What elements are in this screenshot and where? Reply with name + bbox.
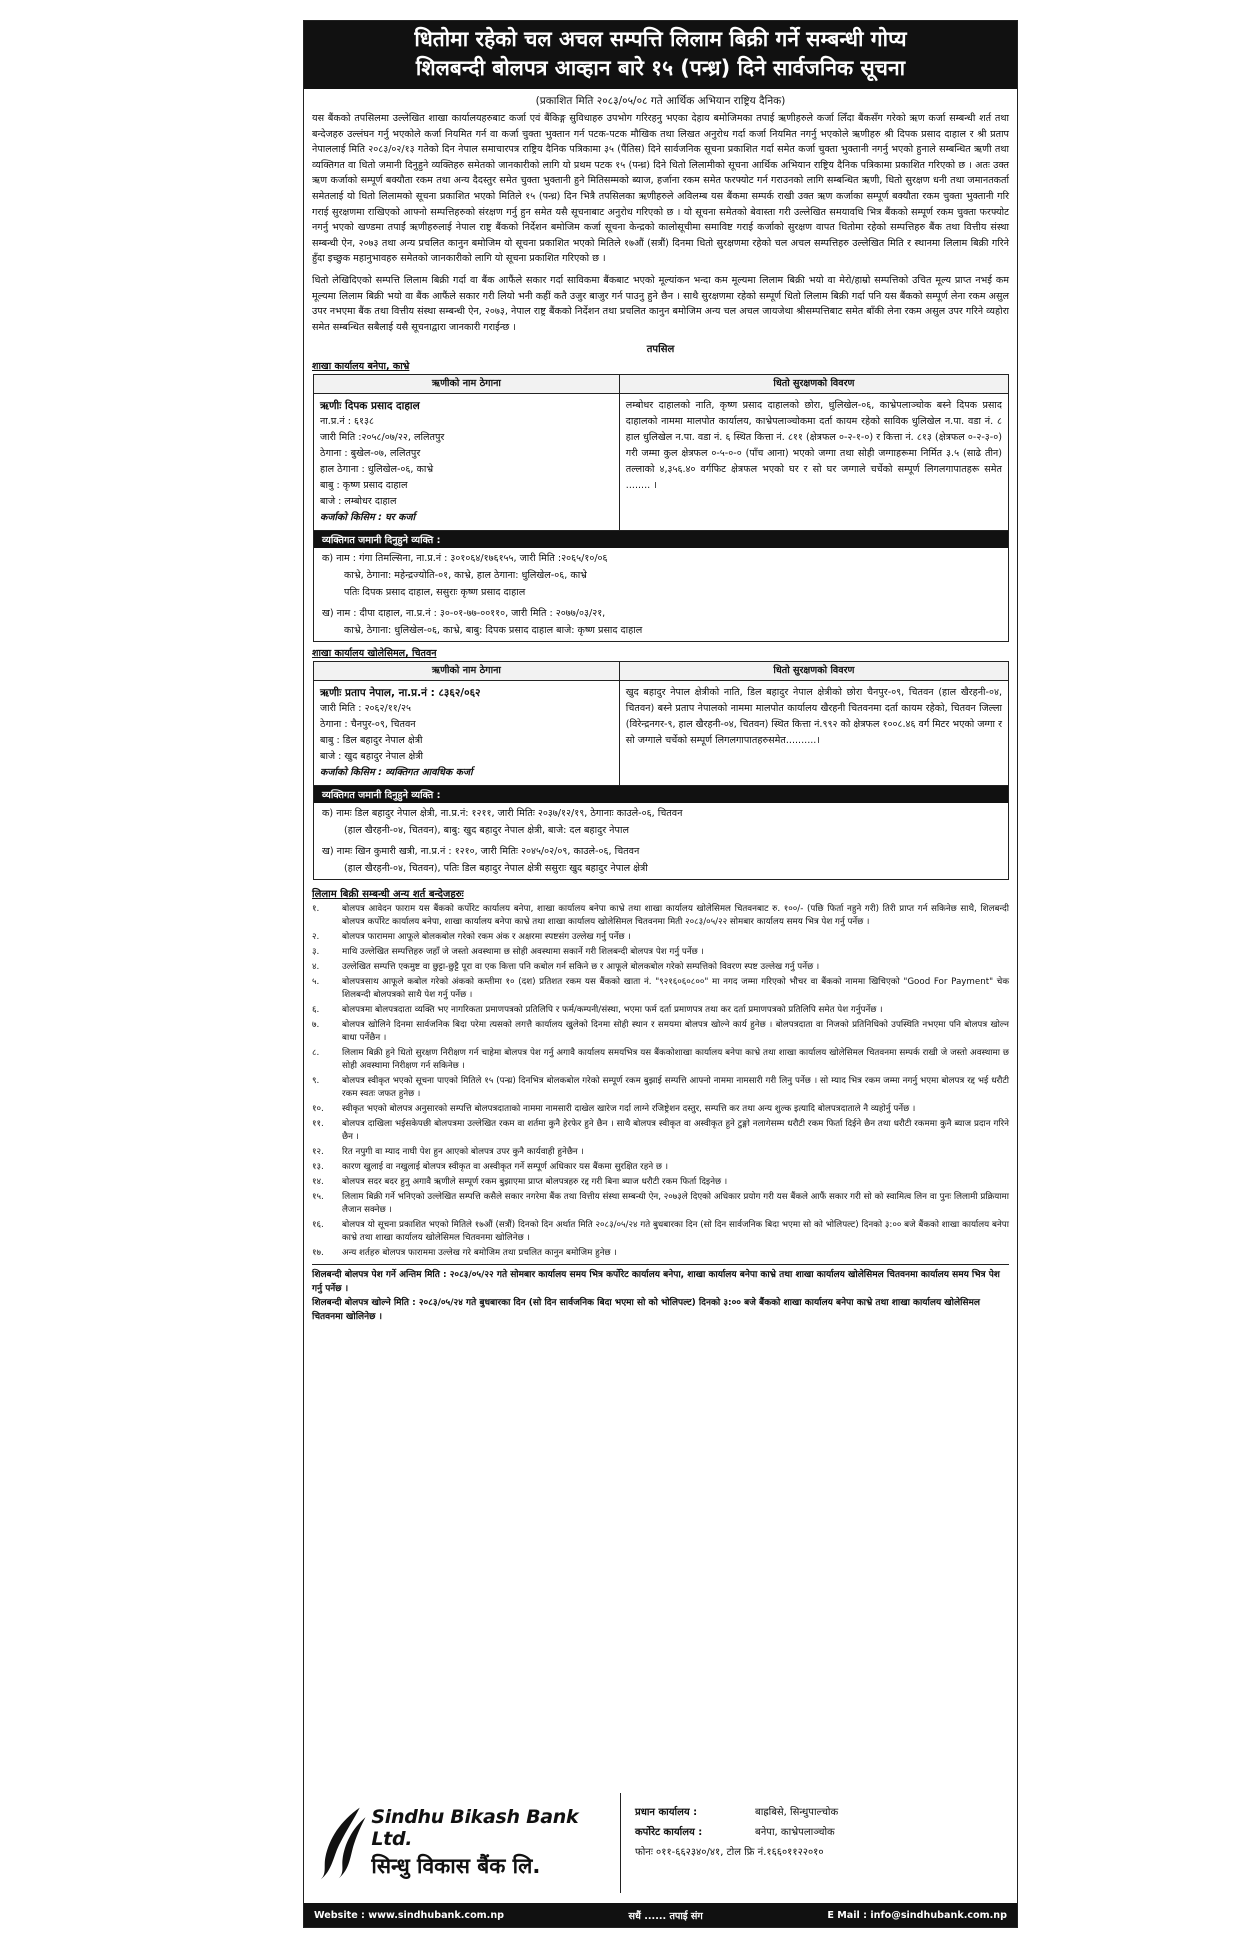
term-number: १३.	[312, 1162, 324, 1173]
borrower-field: बाबु : कृष्ण प्रसाद दाहाल	[320, 480, 408, 492]
guarantor-heading: व्यक्तिगत जमानी दिनुहुने व्यक्ति :	[314, 531, 1008, 548]
swoosh-logo-icon	[312, 1802, 367, 1884]
guarantor-mark: ख)	[322, 846, 334, 858]
bank-name-block	[371, 1806, 614, 1880]
term-item	[312, 1019, 1009, 1045]
bank-name-en: Sindhu Bikash Bank Ltd.	[371, 1806, 579, 1850]
term-number: १६.	[312, 1220, 324, 1231]
borrower-details	[314, 394, 620, 531]
guarantor-item	[314, 803, 1008, 841]
term-item	[312, 1103, 1009, 1116]
term-number: ६.	[312, 1005, 320, 1016]
borrower-name: ऋणीः प्रताप नेपाल, ना.प्र.नं : ८३६२/०६२	[320, 687, 481, 700]
head-office-label: प्रधान कार्यालय :	[635, 1807, 698, 1818]
borrower-field: जारी मिति : २०६२/११/२५	[320, 703, 411, 715]
term-text: बोलपत्र खोलिने दिनमा सार्वजनिक बिदा परेमा त्यसको लगत्तै कार्यालय खुलेको दिनमा सोही स्थान र समयमा बोलपत्र खोल्ने कार्य हुनेछ । बोलपत्रदाता वा निजको प्रतिनिधिको उपस्थिति नभएमा पनि बोलपत्र खोल्न बाधा पर्नेछैन ।	[342, 1020, 1009, 1044]
branch-name: शाखा कार्यालय खोलेसिमल, चितवन	[312, 648, 437, 660]
borrower-field: बाजे : लम्बोधर दाहाल	[320, 496, 397, 508]
guarantor-line: नाम : गंगा तिमल्सिना, ना.प्र.नं : ३०१०६४/१७६१५५, जारी मिति :२०६५/१०/०६	[336, 553, 608, 565]
term-number: ३.	[312, 947, 320, 958]
office-addresses	[620, 1793, 838, 1893]
loan-type: कर्जाको किसिम : व्यक्तिगत आवधिक कर्जा	[320, 767, 473, 779]
guarantor-box	[313, 531, 1009, 642]
borrower-field: बाजे : खुद बहादुर नेपाल क्षेत्री	[320, 751, 424, 763]
term-text: बोलपत्रमा बोलपत्रदाता व्यक्ति भए नागरिकता प्रमाणपत्रको प्रतिलिपि र फर्म/कम्पनी/संस्था, भएमा फर्म दर्ता प्रमाणपत्र तथा कर दर्ता प्रमाणपत्रको प्रतिलिपि समेत पेश गर्नुपर्नेछ ।	[342, 1005, 883, 1016]
term-item	[312, 1047, 1009, 1073]
term-item	[312, 1146, 1009, 1159]
col-collateral-header: धितो सुरक्षणको विवरण	[619, 662, 1008, 681]
corporate-office	[635, 1823, 838, 1843]
term-text: लिलाम बिक्री गर्ने भनिएको उल्लेखित सम्पत्ति कसैले सकार नगरेमा बैंक तथा वित्तीय संस्था सम्बन्धी ऐन, २०७३ले दिएको अधिकार प्रयोग गरी यस बैंकले आफैं सकार गरी सो को स्वामित्व लिन वा पुनः लिलामी प्रक्रियामा लैजान सक्नेछ ।	[342, 1192, 1009, 1216]
borrower-table	[313, 374, 1009, 531]
term-text: बोलपत्र स्वीकृत भएको सूचना पाएको मितिले १५ (पन्ध्र) दिनभित्र बोलकबोल गरेको सम्पूर्ण रकम बुझाई सम्पत्ति आफ्नो नाममा नामसारी गरी लिनु पर्नेछ । सो म्याद भित्र रकम जम्मा नगर्नु भएमा बोलपत्र रद्द भई धरौटी रकम स्वतः जफत हुनेछ ।	[342, 1076, 1009, 1100]
notice-title-line2: शिलबन्दी बोलपत्र आव्हान बारे १५ (पन्ध्र) दिने सार्वजनिक सूचना	[415, 56, 906, 80]
guarantor-line: (हाल खैरहनी-०४, चितवन), पतिः डिल बहादुर नेपाल क्षेत्री ससुराः खुद बहादुर नेपाल क्षेत्री	[344, 863, 648, 875]
term-number: १.	[312, 904, 320, 915]
borrower-field: ना.प्र.नं : ६१३८	[320, 416, 374, 428]
corporate-office-address: बनेपा, काभ्रेपलाञ्चोक	[755, 1827, 835, 1838]
branch-name: शाखा कार्यालय बनेपा, काभ्रे	[312, 361, 410, 373]
term-text: बोलपत्र सदर बदर हुनु अगावै ऋणीले सम्पूर्ण रकम बुझाएमा प्राप्त बोलपत्रहरु रद्द गरी बिना ब्याज धरौटी रकम फिर्ता दिइनेछ ।	[342, 1177, 728, 1188]
guarantor-item	[314, 841, 1008, 879]
term-item	[312, 903, 1009, 929]
deadline-section	[312, 1264, 1009, 1324]
term-text: बोलपत्र दाखिला भईसकेपछी बोलपत्रमा उल्लेखित रकम वा शर्तमा कुनै हेरफेर हुने छैन । साथै बोलपत्र स्वीकृत वा अस्वीकृत हुने टुङ्गो नलागेसम्म धरौटी रकम फिर्ता दिईने छैन तथा धरौटी रकममा कुनै ब्याज प्रदान गरिने छैन ।	[342, 1119, 1009, 1143]
term-item	[312, 1004, 1009, 1017]
term-number: १५.	[312, 1192, 324, 1203]
head-office	[635, 1803, 838, 1823]
term-number: ७.	[312, 1020, 320, 1031]
term-item	[312, 1161, 1009, 1174]
term-number: ८.	[312, 1048, 320, 1059]
guarantor-line: नामः डिल बहादुर नेपाल क्षेत्री, ना.प्र.नं: १२११, जारी मितिः २०३७/१२/१९, ठेगानाः काउले-०६, चितवन	[336, 808, 683, 820]
phone-numbers: फोनः ०११-६६२३४०/४१, टोल फ्रि नं.१६६०११२२०१०	[635, 1847, 824, 1858]
footer-bar	[304, 1903, 1017, 1927]
term-item	[312, 1118, 1009, 1144]
intro-paragraph-1: यस बैंकको तपसिलमा उल्लेखित शाखा कार्यालयहरुबाट कर्जा एवं बैंकिङ्ग सुविधाहरु उपभोग गरिरहनु भएका देहाय बमोजिमका तपाई ऋणीहरुले कर्जा लिँदा बैंकसँग गरेको ऋण कर्जा सम्बन्धी शर्त तथा बन्देजहरु उल्लंघन गर्नु भएकोले कर्जा नियमित गर्न वा कर्जा चुक्ता भुक्तान गर्न पटक-पटक मौखिक तथा लिखत अनुरोध गर्दा कर्जा नियमित नगर्नु भएकोले ऋणीहरु श्री दिपक प्रसाद दाहाल र श्री प्रताप नेपाललाई मिति २०८३/०२/१३ गतेको दिन नेपाल समाचारपत्र राष्ट्रिय दैनिक पत्रिकामा ३५ (पैंतिस) दिने सार्वजनिक सूचना प्रकाशित गर्दा समेत कर्जा चुक्ता भुक्तानी नगर्नु भएको हुनाले सम्बन्धित ऋणी तथा व्यक्तिगत वा धितो जमानी दिनुहुने व्यक्तिहरु समेतको जानकारीको लागि यो प्रथम पटक १५ (पन्ध्र) दिने धितो लिलामीको सूचना आर्थिक अभियान राष्ट्रिय दैनिक पत्रिकामा प्रकाशित गरिएको छ । अतः उक्त ऋण कर्जाको सम्पूर्ण बक्यौता रकम तथा अन्य दैदस्तुर समेत चुक्ता भुक्तानी हुने मितिसम्मको ब्याज, हर्जाना रकम समेत फरफ्योट गर्न गराउनको लागि सम्बन्धित ऋणी, धितो सुरक्षण धनी तथा जमानतकर्ता समेतलाई यो धितो लिलामको सूचना प्रकाशित भएको मितिले १५ (पन्ध्र) दिन भित्रै तपसिलका ऋणीहरुले अविलम्ब यस बैंकमा सम्पर्क राखी उक्त ऋण कर्जाका सम्पूर्ण बक्यौता रकम चुक्ता भुक्तानी गरि गराई सुरक्षणमा राखिएको आफ्नो सम्पत्तिहरुको संरक्षण गर्नु हुन समेत यसै सूचनाबाट अनुरोध गरिएको छ । यो सूचना समेतको बेवास्ता गरी उल्लेखित समयावधि भित्र बैंकको सम्पूर्ण रकम चुक्ता फरफ्योट नगर्नु भएको खण्डमा तपाईं ऋणीहरुलाई नेपाल राष्ट्र बैंकको निर्देशन बमोजिम कर्जा सूचना केन्द्रको कालोसूचीमा समाविष्ट गराई कर्जाको सुरक्षण वापत धितोमा रहेको सम्पत्तिहरु बैंक तथा वित्तीय संस्था सम्बन्धी ऐन, २०७३ तथा अन्य प्रचलित कानुन बमोजिम यो सूचना प्रकाशित भएको मितिले १७औं (सत्रौं) दिनमा धितो सुरक्षणमा रहेको चल अचल सम्पत्तिहरु उल्लेखित मिति र स्थानमा लिलाम बिक्री गरिने हुँदा इच्छुक महानुभावहरु समेतको जानकारीको लागि यो सूचना प्रकाशित गरिएको छ ।	[312, 113, 1009, 265]
guarantor-line: पतिः दिपक प्रसाद दाहाल, ससुराः कृष्ण प्रसाद दाहाल	[344, 587, 526, 599]
borrower-table	[313, 661, 1009, 786]
guarantor-box	[313, 786, 1009, 880]
publication-date: (प्रकाशित मिति २०८३/०५/०८ गते आर्थिक अभियान राष्ट्रिय दैनिक)	[535, 95, 786, 107]
col-borrower-header: ऋणीको नाम ठेगाना	[314, 662, 620, 681]
terms-list	[304, 903, 1017, 1260]
guarantor-mark: ख)	[322, 608, 334, 620]
term-item	[312, 1176, 1009, 1189]
borrower-field: ठेगाना : चैनपुर-०९, चितवन	[320, 719, 416, 731]
col-borrower-header: ऋणीको नाम ठेगाना	[314, 375, 620, 394]
bank-footer	[312, 1793, 1009, 1893]
term-text: लिलाम बिक्री हुने धितो सुरक्षण निरीक्षण गर्न चाहेमा बोलपत्र पेश गर्नु अगावै कार्यालय समयभित्र यस बैंककोशाखा कार्यालय बनेपा काभ्रे तथा शाखा कार्यालय खोलेसिमल चितवनमा सम्पर्क राखी जे जस्तो अवस्थामा छ सोही अवस्थामा निरीक्षण गर्न सकिनेछ ।	[342, 1048, 1009, 1072]
notice-title-line1: धितोमा रहेको चल अचल सम्पत्ति लिलाम बिक्री गर्ने सम्बन्धी गोप्य	[414, 27, 907, 51]
borrower-field: बाबु : डिल बहादुर नेपाल क्षेत्री	[320, 735, 423, 747]
term-number: ४.	[312, 962, 320, 973]
collateral-details: खुद बहादुर नेपाल क्षेत्रीको नाति, डिल बहादुर नेपाल क्षेत्रीको छोरा चैनपुर-०९, चितवन (हाल खैरहनी-०४, चितवन) बस्ने प्रताप नेपालको नाममा मालपोत कार्यालय खैरहनी चितवनमा दर्ता कायम रहेको, चितवन जिल्ला (विरेन्द्रनगर-९, हाल खैरहनी-०४, चितवन) स्थित कित्ता नं.९९२ को क्षेत्रफल १००८.४६ वर्ग मिटर भएको जग्गा र सो जग्गाले चर्चेको सम्पूर्ण लिगलगापातहरुसमेत..........।	[619, 681, 1008, 786]
guarantor-item	[314, 548, 1008, 603]
term-item	[312, 1075, 1009, 1101]
borrower-field: जारी मिति :२०५८/०७/२२, ललितपुर	[320, 432, 445, 444]
borrower-field: ठेगाना : बुखेल-०७, ललितपुर	[320, 448, 421, 460]
term-text: रित नपुगी वा म्याद नाघी पेश हुन आएको बोलपत्र उपर कुनै कार्यवाही हुनेछैन ।	[342, 1147, 584, 1158]
submission-deadline: शिलबन्दी बोलपत्र पेश गर्ने अन्तिम मिति : २०८३/०५/२२ गते सोमबार कार्यालय समय भित्र कर्पोरेट कार्यालय बनेपा, शाखा कार्यालय बनेपा काभ्रे तथा शाखा कार्यालय खोलेसिमल चितवनमा कार्यालय समय भित्र पेश गर्नु पर्नेछ ।	[312, 1270, 1000, 1295]
term-text: बोलपत्र यो सूचना प्रकाशित भएको मितिले १७औं (सत्रौं) दिनको दिन अर्थात मिति २०८३/०५/२४ गते बुधबारका दिन (सो दिन सार्वजनिक बिदा भएमा सो को भोलिपल्ट) दिनको ३:०० बजे बैंकको शाखा कार्यालय बनेपा काभ्रे तथा शाखा कार्यालय खोलेसिमल चितवनमा खोलिनेछ ।	[342, 1220, 1009, 1244]
guarantor-line: काभ्रे, ठेगाना: धुलिखेल-०६, काभ्रे, बाबु: दिपक प्रसाद दाहाल बाजे: कृष्ण प्रसाद दाहाल	[344, 625, 643, 637]
notice-banner	[304, 21, 1017, 89]
term-text: बोलपत्रसाथ आफूले कबोल गरेको अंकको कम्तीमा १० (दश) प्रतिशत रकम यस बैंकको खाता नं. "९२१६०६०८००" मा नगद जम्मा गरिएको भौचर वा बैंकको नाममा खिचिएको "Good For Payment" चेक शिलबन्दी बोलपत्रको साथै पेश गर्नु पर्नेछ ।	[342, 977, 1009, 1001]
schedule-heading: तपसिल	[646, 344, 675, 356]
notice-page	[303, 20, 1018, 1928]
term-number: ९.	[312, 1076, 320, 1087]
guarantor-line: नाम : दीपा दाहाल, ना.प्र.नं : ३०-०१-७७-००११०, जारी मिति : २०७७/०३/२१,	[336, 608, 606, 620]
term-text: कारण खुलाई वा नखुलाई बोलपत्र स्वीकृत वा अस्वीकृत गर्ने सम्पूर्ण अधिकार यस बैंकमा सुरक्षित रहने छ ।	[342, 1162, 669, 1173]
term-number: १४.	[312, 1177, 324, 1188]
opening-date: शिलबन्दी बोलपत्र खोल्ने मिति : २०८३/०५/२४ गते बुधबारका दिन (सो दिन सार्वजनिक बिदा भएमा सो को भोलिपल्ट) दिनको ३:०० बजे बैंकको शाखा कार्यालय बनेपा काभ्रे तथा शाखा कार्यालय खोलेसिमल चितवनमा खोलिनेछ ।	[312, 1298, 980, 1323]
term-text: बोलपत्र फाराममा आफूले बोलकबोल गरेको रकम अंक र अक्षरमा स्पष्टसंग उल्लेख गर्नु पर्नेछ ।	[342, 932, 631, 943]
term-number: १०.	[312, 1104, 324, 1115]
term-text: माथि उल्लेखित सम्पत्तिहरु जहाँ जे जस्तो अवस्थामा छ सोही अवस्थामा सकार्ने गरी शिलबन्दी बोलपत्र पेश गर्नु पर्नेछ ।	[342, 947, 704, 958]
term-text: उल्लेखित सम्पत्ति एकमुष्ट वा छुट्टा-छुट्टै पूरा वा एक कित्ता पनि कबोल गर्न सकिने छ र आफूले बोलकबोल गरेको सम्पत्तिको विवरण स्पष्ट उल्लेख गर्नु पर्नेछ ।	[342, 962, 820, 973]
term-item	[312, 1191, 1009, 1217]
intro-paragraph-2: धितो लेखिदिएको सम्पत्ति लिलाम बिक्री गर्दा वा बैंक आफैंले सकार गर्दा साविकमा बैंकबाट भएको मूल्यांकन भन्दा कम मूल्यमा लिलाम बिक्री भयो वा मेरो/हाम्रो सम्पत्तिको उचित मूल्य प्राप्त नभई कम मूल्यमा लिलाम बिक्री भयो वा बैंक आफैंले सकार गरी लियो भनी कहीं कतै उजुर बाजुर गर्न पाउनु हुने छैन । साथै सुरक्षणमा रहेको सम्पूर्ण धितो लिलाम बिक्री गर्दा पनि यस बैंकको सम्पूर्ण लेना रकम असुल उपर नभएमा बैंक तथा वित्तीय संस्था सम्बन्धी ऐन, २०७३, नेपाल राष्ट्र बैंकको निर्देशन तथा प्रचलित कानुन बमोजिम अन्य चल अचल जायजेथा श्रीसम्पत्तिबाट समेत बाँकी लेना रकम असुल उपर गरिने व्यहोरा समेत सम्बन्धित सबैलाई यसै सूचनाद्वारा जानकारी गराईन्छ ।	[312, 274, 1009, 333]
term-item	[312, 931, 1009, 944]
guarantor-line: काभ्रे, ठेगाना: महेन्द्रज्योति-०१, काभ्रे, हाल ठेगाना: धुलिखेल-०६, काभ्रे	[344, 570, 587, 582]
website-link[interactable]: Website : www.sindhubank.com.np	[314, 1909, 505, 1921]
term-number: ११.	[312, 1119, 324, 1130]
borrower-details	[314, 681, 620, 786]
term-text: बोलपत्र आवेदन फाराम यस बैंकको कर्पोरेट कार्यालय बनेपा, शाखा कार्यालय बनेपा काभ्रे तथा शाखा कार्यालय खोलेसिमल चितवनबाट रु. १००/- (पछि फिर्ता नहुने गरी) तिरी प्राप्त गर्न सकिनेछ साथै, शिलबन्दी बोलपत्र कर्पोरेट कार्यालय बनेपा, शाखा कार्यालय बनेपा काभ्रे तथा शाखा कार्यालय खोलेसिमल चितवनमा मिती २०८३/०५/२२ सोमबार कार्यालय समय भित्र पेश गर्नु पर्नेछ ।	[342, 904, 1009, 928]
email-link[interactable]: E Mail : info@sindhubank.com.np	[827, 1909, 1007, 1921]
term-item	[312, 961, 1009, 974]
guarantor-item	[314, 603, 1008, 641]
slogan: सधैं ...... तपाई संग	[628, 1910, 703, 1922]
term-item	[312, 946, 1009, 959]
term-item	[312, 1247, 1009, 1260]
collateral-details: लम्बोधर दाहालको नाति, कृष्ण प्रसाद दाहालको छोरा, धुलिखेल-०६, काभ्रेपलाञ्चोक बस्ने दिपक प्रसाद दाहालको नाममा मालपोत कार्यालय, काभ्रेपलाञ्चोकमा दर्ता कायम रहेको साविक धुलिखेल न.पा. वडा नं. ८ हाल धुलिखेल न.पा. वडा नं. ६ स्थित कित्ता नं. ८११ (क्षेत्रफल ०-२-१-०) र कित्ता नं. ८१३ (क्षेत्रफल ०-२-३-०) गरी जम्मा कुल क्षेत्रफल ०-५-०-० (पाँच आना) भएको जग्गा तथा सोही जग्गाहरूमा निर्मित ३.५ (साढे तीन) तल्लाको ४,३५६.४० वर्गफिट क्षेत्रफल भएको घर र सो घर जग्गाले चर्चेको सम्पूर्ण लिगलगापातहरू समेत ........ ।	[619, 394, 1008, 531]
guarantor-line: (हाल खैरहनी-०४, चितवन), बाबु: खुद बहादुर नेपाल क्षेत्री, बाजे: दल बहादुर नेपाल	[344, 825, 629, 837]
bank-name-ne: सिन्धु विकास बैंक लि.	[371, 1854, 541, 1878]
guarantor-mark: क)	[322, 553, 334, 565]
term-text: अन्य शर्तहरु बोलपत्र फाराममा उल्लेख गरे बमोजिम तथा प्रचलित कानुन बमोजिम हुनेछ ।	[342, 1248, 617, 1259]
term-item	[312, 1219, 1009, 1245]
corporate-office-label: कर्पोरेट कार्यालय :	[635, 1827, 703, 1838]
guarantor-mark: क)	[322, 808, 334, 820]
term-number: १७.	[312, 1248, 324, 1259]
col-collateral-header: धितो सुरक्षणको विवरण	[619, 375, 1008, 394]
term-number: ५.	[312, 977, 320, 988]
borrower-name: ऋणीः दिपक प्रसाद दाहाल	[320, 400, 420, 413]
terms-title: लिलाम बिक्री सम्बन्धी अन्य शर्त बन्देजहरुः	[312, 889, 464, 901]
term-text: स्वीकृत भएको बोलपत्र अनुसारको सम्पत्ति बोलपत्रदाताको नाममा नामसारी दाखेल खारेज गर्दा लाग्ने रजिष्ट्रेशन दस्तुर, सम्पत्ति कर तथा अन्य शुल्क इत्यादि बोलपत्रदाताले नै व्यहोर्नु पर्नेछ ।	[342, 1104, 916, 1115]
term-number: १२.	[312, 1147, 324, 1158]
guarantor-heading: व्यक्तिगत जमानी दिनुहुने व्यक्ति :	[314, 786, 1008, 803]
head-office-address: बाह्रबिसे, सिन्धुपाल्चोक	[755, 1807, 839, 1818]
borrower-field: हाल ठेगाना : धुलिखेल-०६, काभ्रे	[320, 464, 434, 476]
term-item	[312, 976, 1009, 1002]
bank-logo	[312, 1793, 614, 1893]
term-number: २.	[312, 932, 320, 943]
loan-type: कर्जाको किसिम : घर कर्जा	[320, 512, 416, 524]
guarantor-line: नामः खिन कुमारी खत्री, ना.प्र.नं : १२१०, जारी मितिः २०४५/०२/०९, काउले-०६, चितवन	[336, 846, 640, 858]
